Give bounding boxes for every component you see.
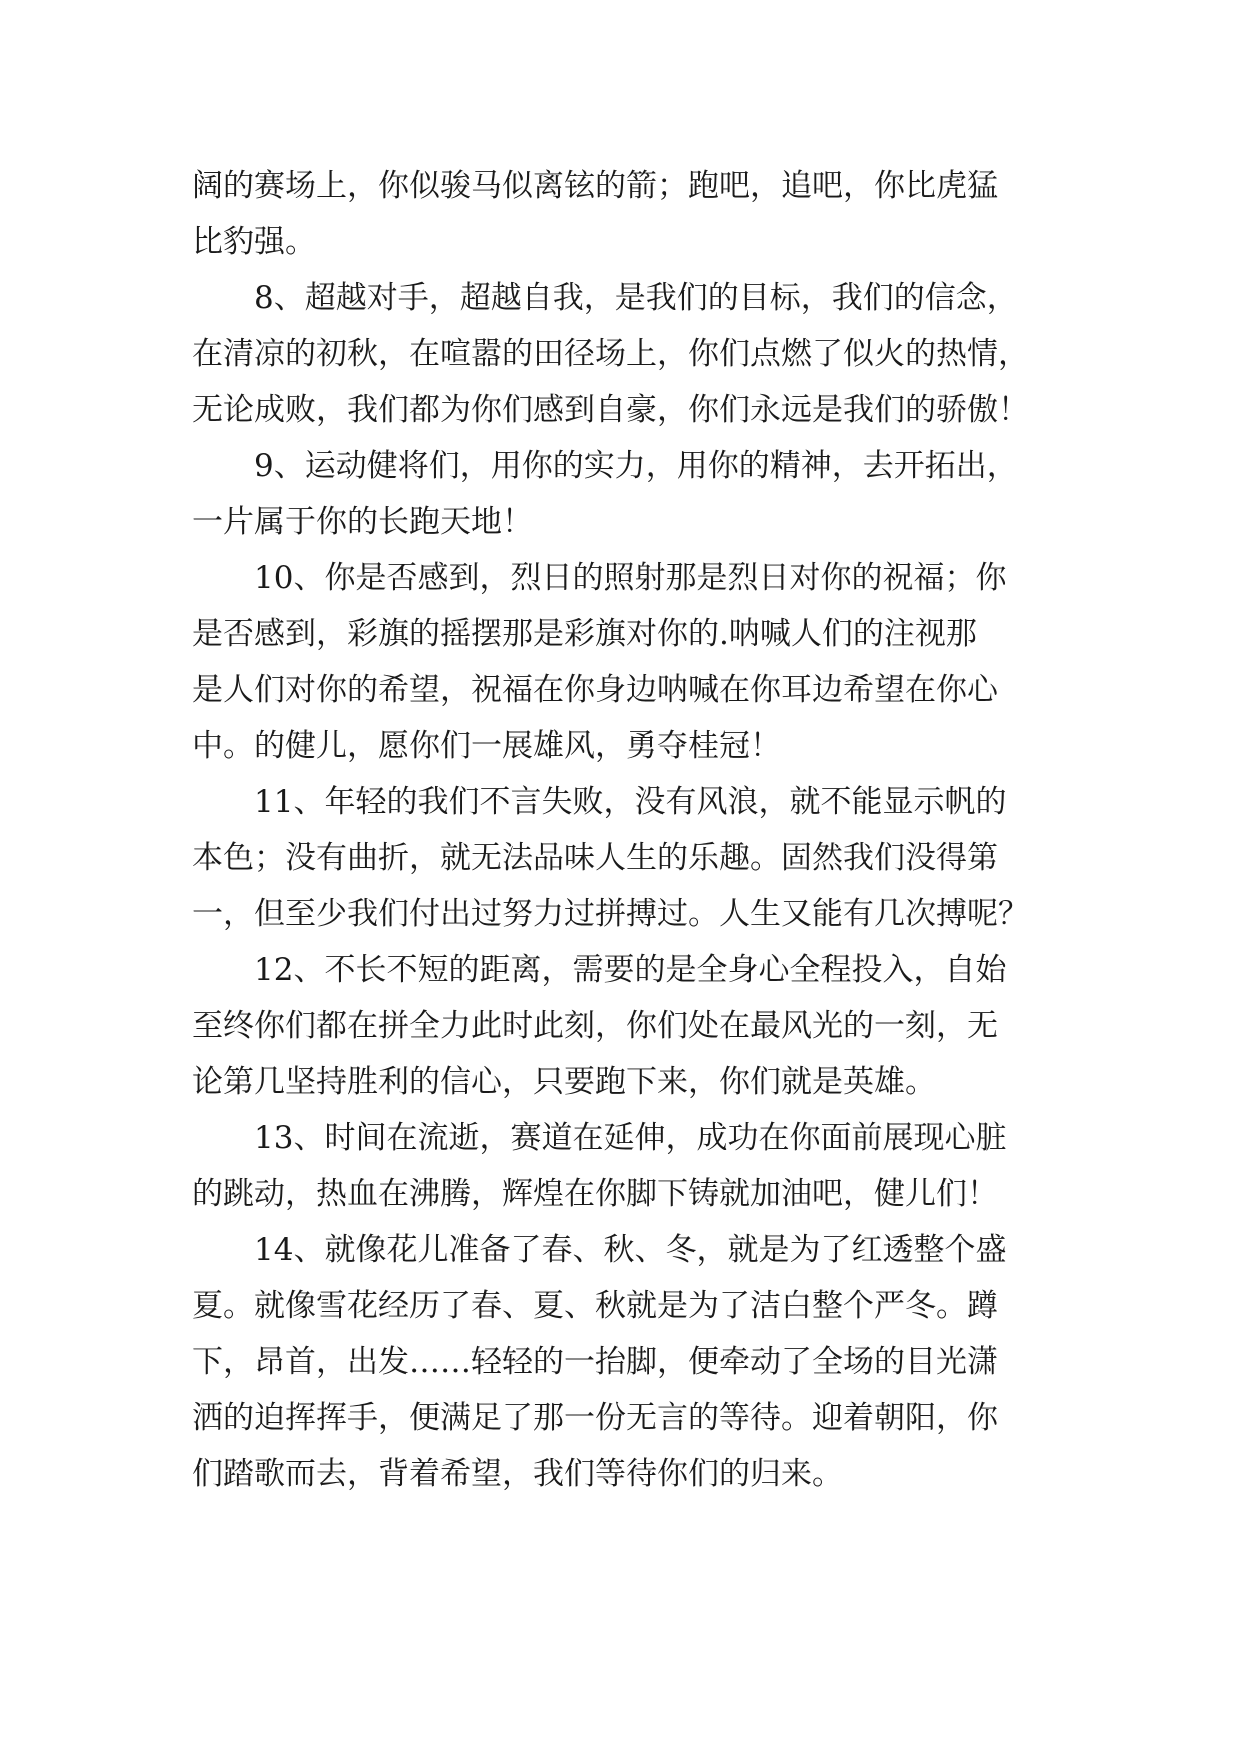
text-line: 一，但至少我们付出过努力过拼搏过。人生又能有几次搏呢？: [192, 896, 1029, 932]
text-line: 中。的健儿，愿你们一展雄风，勇夺桂冠！: [192, 728, 781, 764]
text-line: 下，昂首，出发……轻轻的一抬脚，便牵动了全场的目光潇: [192, 1344, 998, 1380]
text-line: 的跳动，热血在沸腾，辉煌在你脚下铸就加油吧，健儿们！: [192, 1176, 998, 1212]
text-line: 在清凉的初秋，在喧嚣的田径场上，你们点燃了似火的热情，: [192, 336, 1029, 372]
text-line: 是否感到，彩旗的摇摆那是彩旗对你的.呐喊人们的注视那: [192, 616, 977, 652]
paragraph-8-start: 8、超越对手，超越自我，是我们的目标，我们的信念，: [254, 280, 1018, 316]
paragraph-14-start: 14、就像花儿准备了春、秋、冬，就是为了红透整个盛: [254, 1232, 1007, 1268]
text-line: 一片属于你的长跑天地！: [192, 504, 533, 540]
paragraph-12-start: 12、不长不短的距离，需要的是全身心全程投入，自始: [254, 952, 1007, 988]
text-line: 们踏歌而去，背着希望，我们等待你们的归来。: [192, 1456, 843, 1492]
text-line: 是人们对你的希望，祝福在你身边呐喊在你耳边希望在你心: [192, 672, 998, 708]
paragraph-11-start: 11、年轻的我们不言失败，没有风浪，就不能显示帆的: [254, 784, 1007, 820]
text-line: 本色；没有曲折，就无法品味人生的乐趣。固然我们没得第: [192, 840, 998, 876]
text-line: 阔的赛场上，你似骏马似离铉的箭；跑吧，追吧，你比虎猛: [192, 168, 998, 204]
paragraph-13-start: 13、时间在流逝，赛道在延伸，成功在你面前展现心脏: [254, 1120, 1007, 1156]
paragraph-9-start: 9、运动健将们，用你的实力，用你的精神，去开拓出，: [254, 448, 1018, 484]
text-line: 至终你们都在拼全力此时此刻，你们处在最风光的一刻，无: [192, 1008, 998, 1044]
text-line: 夏。就像雪花经历了春、夏、秋就是为了洁白整个严冬。蹲: [192, 1288, 998, 1324]
text-line: 无论成败，我们都为你们感到自豪，你们永远是我们的骄傲！: [192, 392, 1029, 428]
paragraph-10-start: 10、你是否感到，烈日的照射那是烈日对你的祝福；你: [254, 560, 1007, 596]
text-line: 比豹强。: [192, 224, 316, 260]
text-line: 洒的迫挥挥手，便满足了那一份无言的等待。迎着朝阳，你: [192, 1400, 998, 1436]
text-line: 论第几坚持胜利的信心，只要跑下来，你们就是英雄。: [192, 1064, 936, 1100]
document-body: [192, 158, 1072, 1502]
